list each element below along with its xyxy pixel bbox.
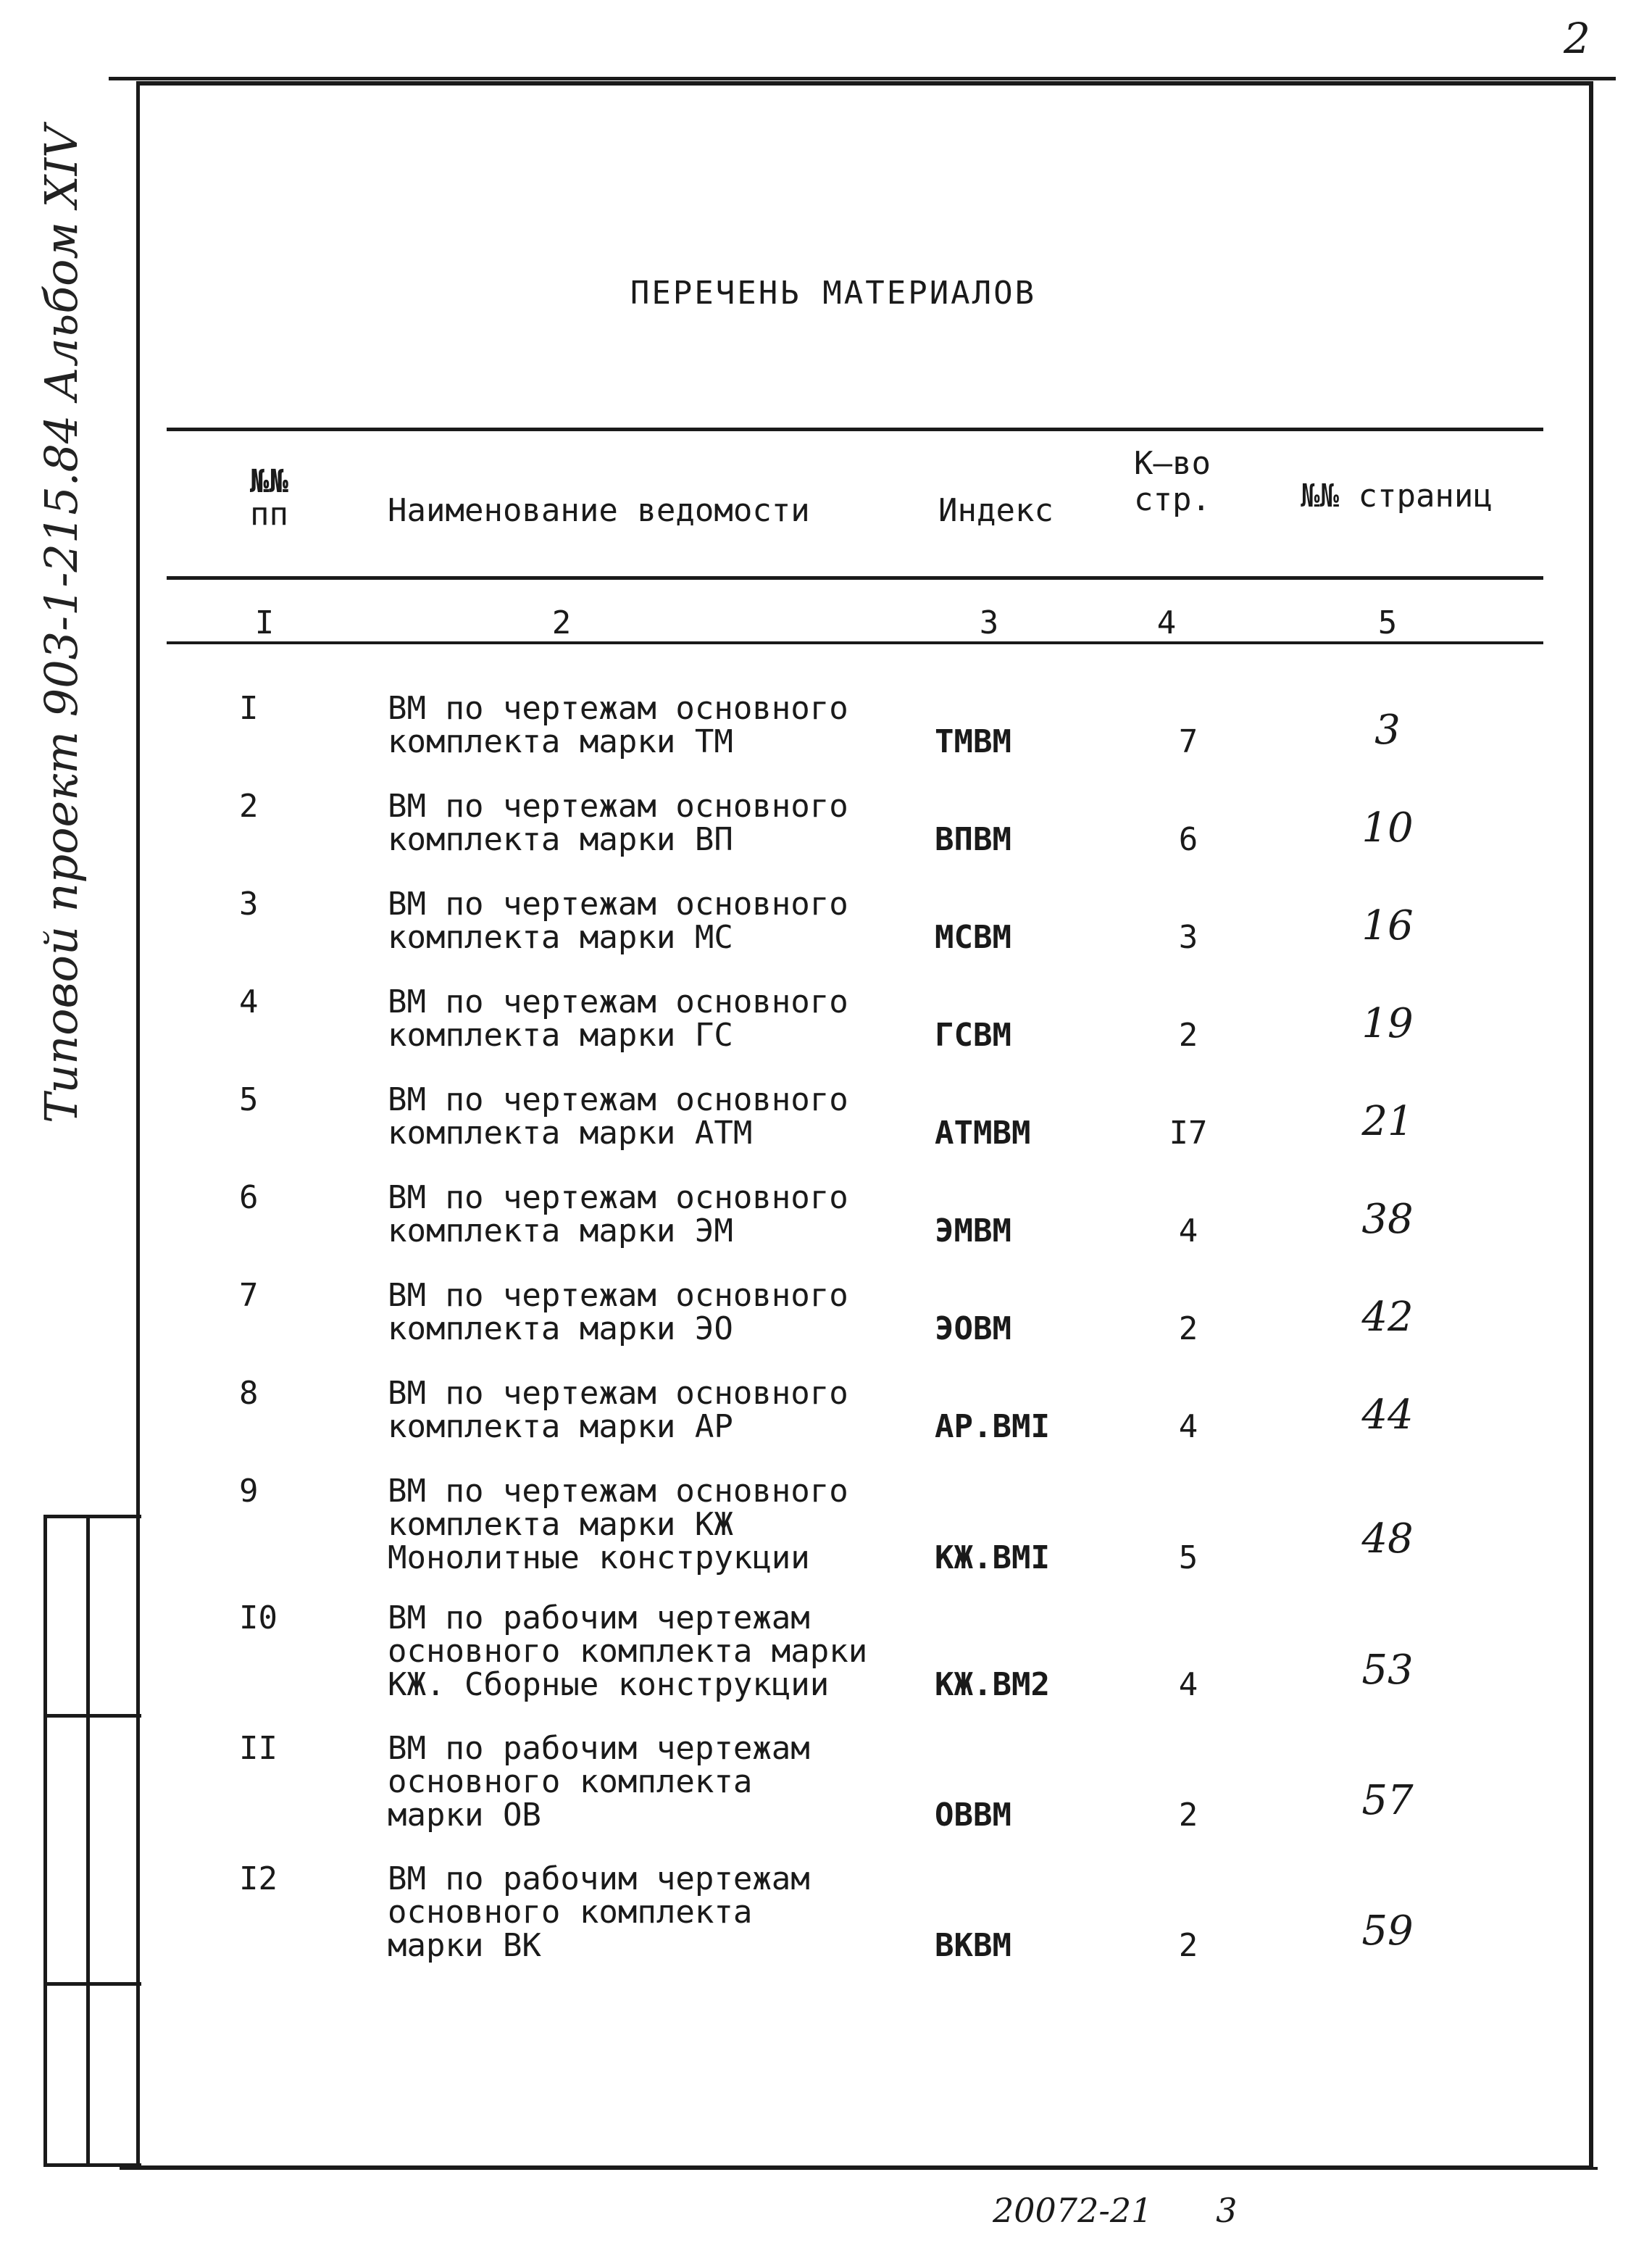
row-index: ТМВМ [935,723,1011,760]
row-number: 8 [239,1375,259,1412]
row-count: 6 [1178,821,1198,858]
row-number: 3 [239,886,259,923]
row-count: 4 [1178,1408,1198,1445]
header-bottom-rule [167,576,1543,580]
table-row [167,1181,1543,1279]
row-name: ВМ по рабочим чертежам основного комплекта марки ОВ [388,1730,810,1834]
row-number: I2 [239,1860,278,1897]
row-count: 3 [1178,919,1198,956]
row-page: 59 [1361,1907,1414,1955]
row-page: 21 [1361,1098,1414,1145]
footer-sheet-number: 3 [1216,2191,1238,2230]
row-page: 42 [1361,1294,1414,1341]
row-count: 4 [1178,1666,1198,1703]
table-row [167,983,1543,1083]
row-name: ВМ по чертежам основного комплекта марки ВП [388,788,848,858]
table-row [167,1279,1543,1377]
footer-stamp [993,2189,1355,2232]
row-page: 19 [1361,1000,1414,1047]
side-inscription: Типовой проект 903-1-215.84 Альбом XIV [35,125,88,1123]
document-title: ПЕРЕЧЕНЬ МАТЕРИАЛОВ [630,275,1037,312]
page-number: 2 [1564,14,1590,63]
column-number-3: 3 [979,604,999,641]
row-count: 2 [1178,1797,1198,1834]
row-page: 38 [1361,1196,1414,1243]
row-name: ВМ по чертежам основного комплекта марки МС [388,886,848,956]
table-row [167,1730,1543,1834]
header-index: Индекс [938,492,1054,529]
row-page: 53 [1361,1647,1414,1694]
row-index: ЭОВМ [935,1310,1011,1347]
row-index: АР.ВМI [935,1408,1050,1445]
header-num-line2: пп [250,496,288,533]
row-page: 10 [1361,804,1414,852]
header-pages: №№ страниц [1301,478,1493,515]
row-name: ВМ по чертежам основного комплекта марки АР [388,1375,848,1445]
row-name: ВМ по чертежам основного комплекта марки КЖ Монолитные конструкции [388,1473,848,1576]
row-count: 4 [1178,1212,1198,1249]
margin-stamp [43,1515,141,2167]
row-count: I7 [1169,1115,1208,1152]
table-row [167,1599,1543,1703]
header-count-line1: К–во [1134,445,1211,482]
table-top-rule [167,428,1543,431]
row-index: АТМВМ [935,1115,1031,1152]
row-page: 57 [1361,1777,1414,1824]
table-row [167,692,1543,790]
row-name: ВМ по чертежам основного комплекта марки ЭО [388,1277,848,1347]
row-index: ВКВМ [935,1927,1011,1964]
table-row [167,1473,1543,1576]
table-row [167,1860,1543,1964]
column-numbers-rule [167,641,1543,644]
row-name: ВМ по рабочим чертежам основного комплекта марки КЖ. Сборные конструкции [388,1599,868,1703]
row-number: 4 [239,983,259,1020]
row-number: 6 [239,1179,259,1216]
row-index: ОВВМ [935,1797,1011,1834]
row-index: КЖ.ВМI [935,1539,1050,1576]
row-number: 7 [239,1277,259,1314]
row-name: ВМ по рабочим чертежам основного комплекта марки ВК [388,1860,810,1964]
column-number-1: I [254,604,275,641]
row-index: ЭМВМ [935,1212,1011,1249]
row-page: 48 [1361,1515,1414,1563]
row-index: ВПВМ [935,821,1011,858]
row-count: 5 [1178,1539,1198,1576]
row-number: I0 [239,1599,278,1636]
column-number-2: 2 [551,604,572,641]
row-name: ВМ по чертежам основного комплекта марки ЭМ [388,1179,848,1249]
row-name: ВМ по чертежам основного комплекта марки ТМ [388,690,848,760]
row-page: 3 [1374,707,1401,754]
row-index: ГСВМ [935,1017,1011,1054]
table-row [167,888,1543,986]
table-row [167,1377,1543,1475]
row-name: ВМ по чертежам основного комплекта марки ГС [388,983,848,1054]
row-index: КЖ.ВМ2 [935,1666,1050,1703]
row-number: 9 [239,1473,259,1510]
row-number: I [239,690,259,727]
column-number-4: 4 [1156,604,1177,641]
frame-top-line [109,77,1616,80]
row-index: МСВМ [935,919,1011,956]
row-name: ВМ по чертежам основного комплекта марки АТМ [388,1081,848,1152]
header-num-line1: №№ [250,463,288,500]
header-count-line2: стр. [1134,481,1211,518]
row-count: 2 [1178,1927,1198,1964]
row-count: 7 [1178,723,1198,760]
table-row [167,790,1543,888]
table-row [167,1083,1543,1181]
row-number: 2 [239,788,259,825]
footer-doc-number: 20072-21 [993,2191,1153,2230]
row-number: 5 [239,1081,259,1118]
row-count: 2 [1178,1017,1198,1054]
header-name: Наименование ведомости [388,492,810,529]
row-page: 16 [1361,902,1414,949]
row-number: II [239,1730,278,1767]
row-count: 2 [1178,1310,1198,1347]
row-page: 44 [1361,1391,1414,1439]
frame-bottom-line [120,2167,1598,2170]
column-number-5: 5 [1377,604,1398,641]
